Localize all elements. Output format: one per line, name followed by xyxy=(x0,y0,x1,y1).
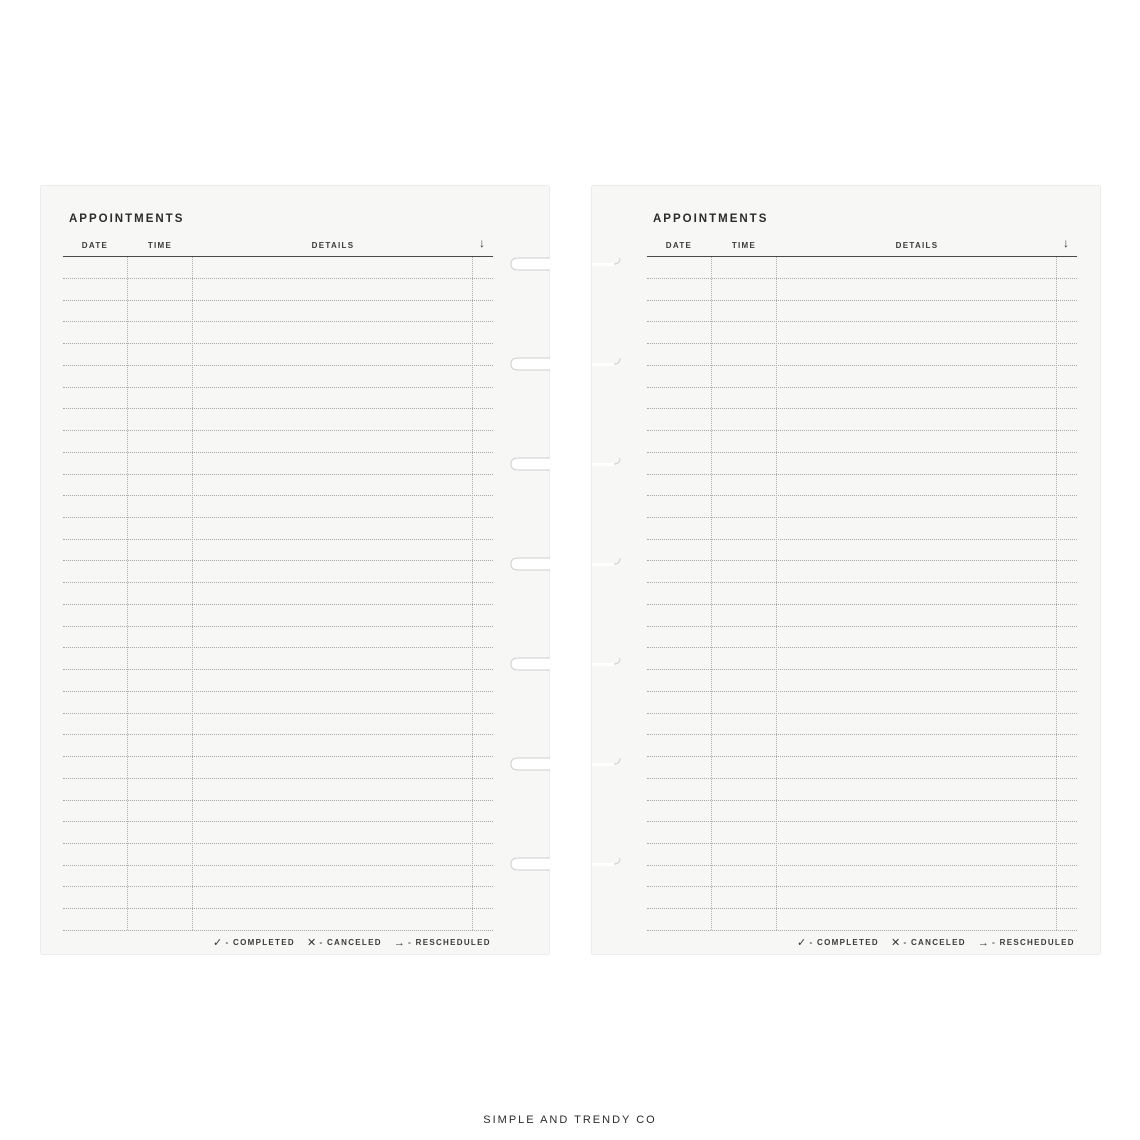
arrow-right-icon: → xyxy=(393,936,407,949)
legend-label: - RESCHEDULED xyxy=(408,938,491,947)
column-header-time: TIME xyxy=(731,241,757,250)
legend-label: - COMPLETED xyxy=(225,938,295,947)
page-title: APPOINTMENTS xyxy=(69,213,185,225)
binding-notch xyxy=(508,855,550,873)
column-divider xyxy=(776,257,777,930)
check-icon: ✓ xyxy=(213,937,224,949)
legend-label: - RESCHEDULED xyxy=(992,938,1075,947)
legend-canceled xyxy=(891,936,966,949)
row-line xyxy=(647,930,1077,931)
row-line xyxy=(63,930,493,931)
column-divider xyxy=(127,257,128,930)
cross-icon: ✕ xyxy=(890,937,902,949)
column-header-date: DATE xyxy=(665,241,693,250)
check-icon: ✓ xyxy=(797,937,808,949)
binding-notch xyxy=(508,755,550,773)
legend xyxy=(213,936,491,949)
legend-label: - COMPLETED xyxy=(809,938,879,947)
legend xyxy=(797,936,1075,949)
binding-notch xyxy=(592,855,626,873)
binding-notch xyxy=(508,555,550,573)
binding-notch xyxy=(592,555,626,573)
legend-rescheduled xyxy=(394,936,491,949)
column-divider xyxy=(711,257,712,930)
legend-completed xyxy=(797,936,879,949)
legend-canceled xyxy=(307,936,382,949)
arrow-right-icon: → xyxy=(977,936,991,949)
binding-notch xyxy=(508,655,550,673)
column-header-details: DETAILS xyxy=(895,241,939,250)
planner-page-right xyxy=(592,186,1100,954)
brand-name: SIMPLE AND TRENDY CO xyxy=(483,1114,657,1126)
binding-notch xyxy=(592,755,626,773)
binding-notch xyxy=(508,355,550,373)
legend-completed xyxy=(213,936,295,949)
binding-notch xyxy=(592,255,626,273)
column-header-date: DATE xyxy=(81,241,109,250)
legend-label: - CANCELED xyxy=(903,938,966,947)
cross-icon: ✕ xyxy=(306,937,318,949)
column-divider xyxy=(192,257,193,930)
down-arrow-icon: ↓ xyxy=(1063,236,1069,250)
binding-notch xyxy=(508,455,550,473)
binding-notch xyxy=(508,255,550,273)
legend-rescheduled xyxy=(978,936,1075,949)
column-divider xyxy=(472,257,473,930)
column-header-time: TIME xyxy=(147,241,173,250)
column-header-details: DETAILS xyxy=(311,241,355,250)
binding-notch xyxy=(592,455,626,473)
binding-notch xyxy=(592,655,626,673)
legend-label: - CANCELED xyxy=(319,938,382,947)
page-title: APPOINTMENTS xyxy=(653,213,769,225)
binding-notch xyxy=(592,355,626,373)
planner-page-left xyxy=(41,186,549,954)
column-divider xyxy=(1056,257,1057,930)
down-arrow-icon: ↓ xyxy=(479,236,485,250)
